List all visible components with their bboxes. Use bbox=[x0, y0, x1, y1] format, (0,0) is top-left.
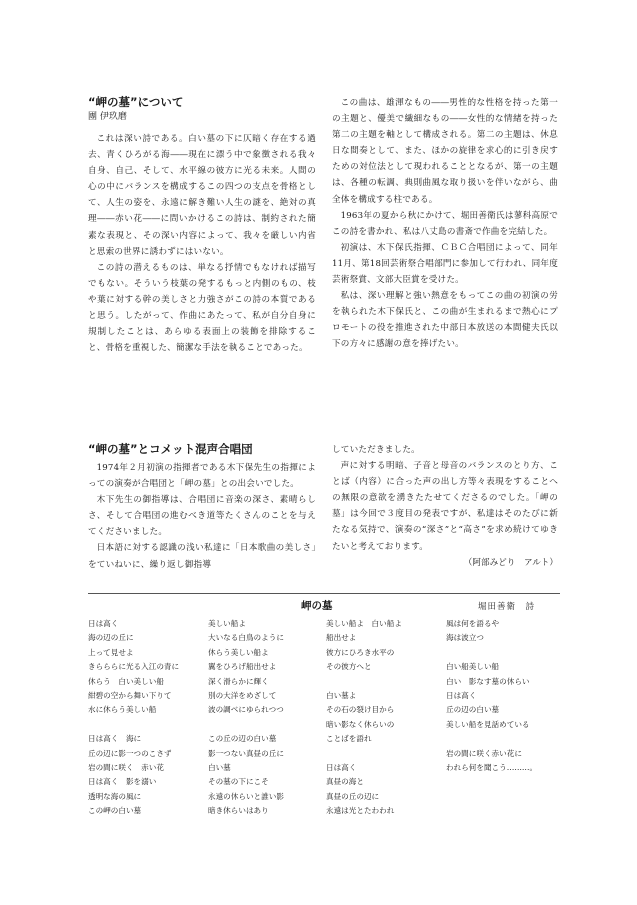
poem-line: 永遠の休らいと誰い影 bbox=[208, 791, 284, 801]
essay1-right-paragraph-2: 1963年の夏から秋にかけて、堀田善衛氏は蓼科高原でこの詩を書かれ、私は八丈島の書斎で作曲を完結した。 bbox=[332, 210, 558, 237]
poem-line: 翼をひろげ船出せよ bbox=[208, 662, 277, 672]
essay2-right-paragraph-1: していただきました。 bbox=[332, 445, 420, 455]
poem-line: 日は高く 海に bbox=[88, 734, 142, 744]
poem-column-2 bbox=[208, 617, 284, 818]
poem-line bbox=[446, 646, 537, 660]
essay1-right-paragraph-4: 私は、深い理解と強い熱意をもってこの曲の初演の労を執られた木下保氏と、この曲が生まれるまで熱心にプロモートの役を推進された中部日本放送の本間健夫氏以下の方々に感謝の意を捧げたい。 bbox=[332, 291, 558, 350]
poem-line: その彼方へと bbox=[326, 662, 372, 672]
poem-line: 暗き休らいはあり bbox=[208, 806, 269, 816]
poem-line: 美しい船を見話めている bbox=[446, 719, 530, 729]
poem-line: 岩の間に咲く 赤い花 bbox=[88, 762, 164, 772]
poem-line: 白い墓 bbox=[208, 762, 231, 772]
poem-line: この岬の白い墓 bbox=[88, 806, 142, 816]
poem-line: 永遠は光とたわわれ bbox=[326, 806, 395, 816]
poem-line: 波の調べにゆられつつ bbox=[208, 705, 284, 715]
poem-credit: 堀田善衛 詩 bbox=[478, 602, 536, 612]
essay1-left-column bbox=[88, 95, 316, 356]
poem-line: 船出せよ bbox=[326, 633, 357, 643]
poem-line: 紺碧の空から舞い下りて bbox=[88, 690, 172, 700]
essay1-paragraph-2: この詩の潜えるものは、単なる抒情でもなければ描写でもない。そういう枝葉の発するもっと内側のもの、枝や葉に対する幹の美しさと力強さがこの詩の本質であると思う。したがって、作曲にあたって、私が自分自身に規制したことは、あらゆる表面上の装飾を排除すること、骨格を重視した、簡潔な手法を執ることであった。 bbox=[88, 262, 316, 354]
essay1-right-paragraph-3: 初演は、木下保氏指揮、ＣＢＣ合唱団によって、同年11月、第18回芸術祭合唱部門に参加して行われ、同年度芸術祭賞、文部大臣賞を受けた。 bbox=[332, 242, 558, 286]
essay2-heading: “岬の墓”とコメット混声合唱団 bbox=[88, 442, 253, 456]
poem-line: 日は高く bbox=[88, 619, 119, 628]
essay2-paragraph-3: 日本語に対する認識の浅い私達に「日本歌曲の美しさ」をていねいに、繰り返し御指導 bbox=[88, 543, 316, 570]
poem-line: われら何を聞こう………。 bbox=[446, 762, 538, 772]
essay2-signature: （阿部みどり アルト） bbox=[463, 557, 558, 568]
poem-line: 丘の辺の白い墓 bbox=[446, 705, 500, 715]
poem-line: 真昼の海と bbox=[326, 777, 364, 787]
poem-line: 日は高く bbox=[326, 762, 357, 772]
poem-line: 真昼の丘の辺に bbox=[326, 791, 380, 801]
essay1-heading: “岬の墓”について bbox=[88, 95, 184, 109]
poem-line: 白い 影なす墓の休らい bbox=[446, 676, 530, 686]
poem-line: 上って見せよ bbox=[88, 647, 134, 657]
poem-line: 水に休らう美しい船 bbox=[88, 705, 157, 715]
poem-line: 美しい船よ bbox=[208, 619, 246, 628]
poem-line: 白い船美しい船 bbox=[446, 662, 500, 672]
poem-column-4 bbox=[446, 617, 537, 775]
essay2-paragraph-2: 木下先生の御指導は、合唱団に音楽の深さ、素晴らしさ、そして合唱団の進むべき道等たくさんのことを与えてくださいました。 bbox=[88, 495, 316, 538]
section-divider bbox=[88, 593, 560, 594]
essay1-right-column bbox=[332, 95, 558, 353]
poem-column-1 bbox=[88, 617, 179, 818]
poem-line: ことばを語れ bbox=[326, 734, 372, 744]
poem-line: 海の辺の丘に bbox=[88, 633, 134, 643]
poem-line: その墓の下にこそ bbox=[208, 777, 269, 787]
poem-column-3 bbox=[326, 617, 402, 818]
poem-line: 風は何を語るや bbox=[446, 619, 500, 628]
poem-line: 日は高く 影を溺い bbox=[88, 777, 157, 787]
poem-line: 影一つない真昼の丘に bbox=[208, 748, 284, 758]
poem-line: きらららに光る入江の青に bbox=[88, 662, 180, 672]
poem-line: 白い墓よ bbox=[326, 690, 357, 700]
essay2-right-paragraph-2: 声に対する明暗、子音と母音のバランスのとり方、ことば（内容）に合った声の出し方等々表現をすることへの無限の意欲を湧きたたせてくださるのでした。「岬の墓」は今回で３度目の発表ですが、私達はそのたびに新たなる気持で、演奏の“深さ”と“高さ”を求め続けてゆきたいと考えております。 bbox=[332, 461, 558, 552]
essay2-right-column bbox=[332, 442, 558, 571]
poem-line: 暗い影なく休らいの bbox=[326, 719, 395, 729]
poem-line bbox=[446, 732, 537, 746]
poem-line: 美しい船よ 白い船よ bbox=[326, 619, 402, 628]
poem-line: その石の裂け目から bbox=[326, 705, 395, 715]
poem-line bbox=[208, 718, 284, 732]
poem-line: 大いなる白鳥のように bbox=[208, 633, 284, 643]
essay1-right-paragraph-1: この曲は、雄渾なもの――男性的な性格を持った第一の主題と、優美で繊細なもの――女性的な情緒を持った第二の主題を軸として構成される。第二の主題は、休息日な間奏として、また、ほかの旋律を求心的に引き戻すための対位法として現われることとなるが、第一の主題は、各種の転調、典則曲風な取り扱いを伴いながら、曲全体を構成する柱である。 bbox=[332, 98, 558, 205]
poem-line: 休らう 白い美しい船 bbox=[88, 676, 164, 686]
essay1-author: 團 伊玖磨 bbox=[88, 112, 127, 122]
essay2-paragraph-1: 1974年２月初演の指揮者である木下保先生の指揮によっての演奏が合唱団と「岬の墓」との出会いでした。 bbox=[88, 463, 316, 490]
poem-line: 透明な海の風に bbox=[88, 791, 142, 801]
poem-line: 別の大洋をめざして bbox=[208, 690, 277, 700]
essay2-left-column bbox=[88, 442, 316, 573]
poem-line: 深く滑らかに輝く bbox=[208, 676, 269, 686]
poem-line bbox=[326, 675, 402, 689]
poem-line: 休らう美しい船よ bbox=[208, 647, 269, 657]
poem-line bbox=[326, 747, 402, 761]
poem-line: 海は波立つ bbox=[446, 633, 484, 643]
poem-line: この丘の辺の白い墓 bbox=[208, 734, 277, 744]
poem-line: 彼方にひろき水平の bbox=[326, 647, 395, 657]
poem-line bbox=[88, 718, 179, 732]
poem-line: 丘の辺に影一つのこさず bbox=[88, 748, 172, 758]
essay1-paragraph-1: これは深い詩である。白い墓の下に仄暗く存在する過去、青くひろがる海――現在に漂う中で象徴される我々自身、自己、そして、水平線の彼方に光る未来。人間の心の中にバランスを構成するこの四つの支点を骨格として、人生の姿を、永遠に解き難い人生の謎を、絶対の真理――赤い花――に問いかけるこの詩は、制約された簡素な表現と、その深い内容によって、我々を厳しい内省と思索の世界に誘わずにはいない。 bbox=[88, 134, 316, 257]
poem-line: 岩の間に咲く赤い花に bbox=[446, 748, 522, 758]
poem-title: 岬の墓 bbox=[301, 600, 333, 612]
poem-line: 日は高く bbox=[446, 690, 477, 700]
